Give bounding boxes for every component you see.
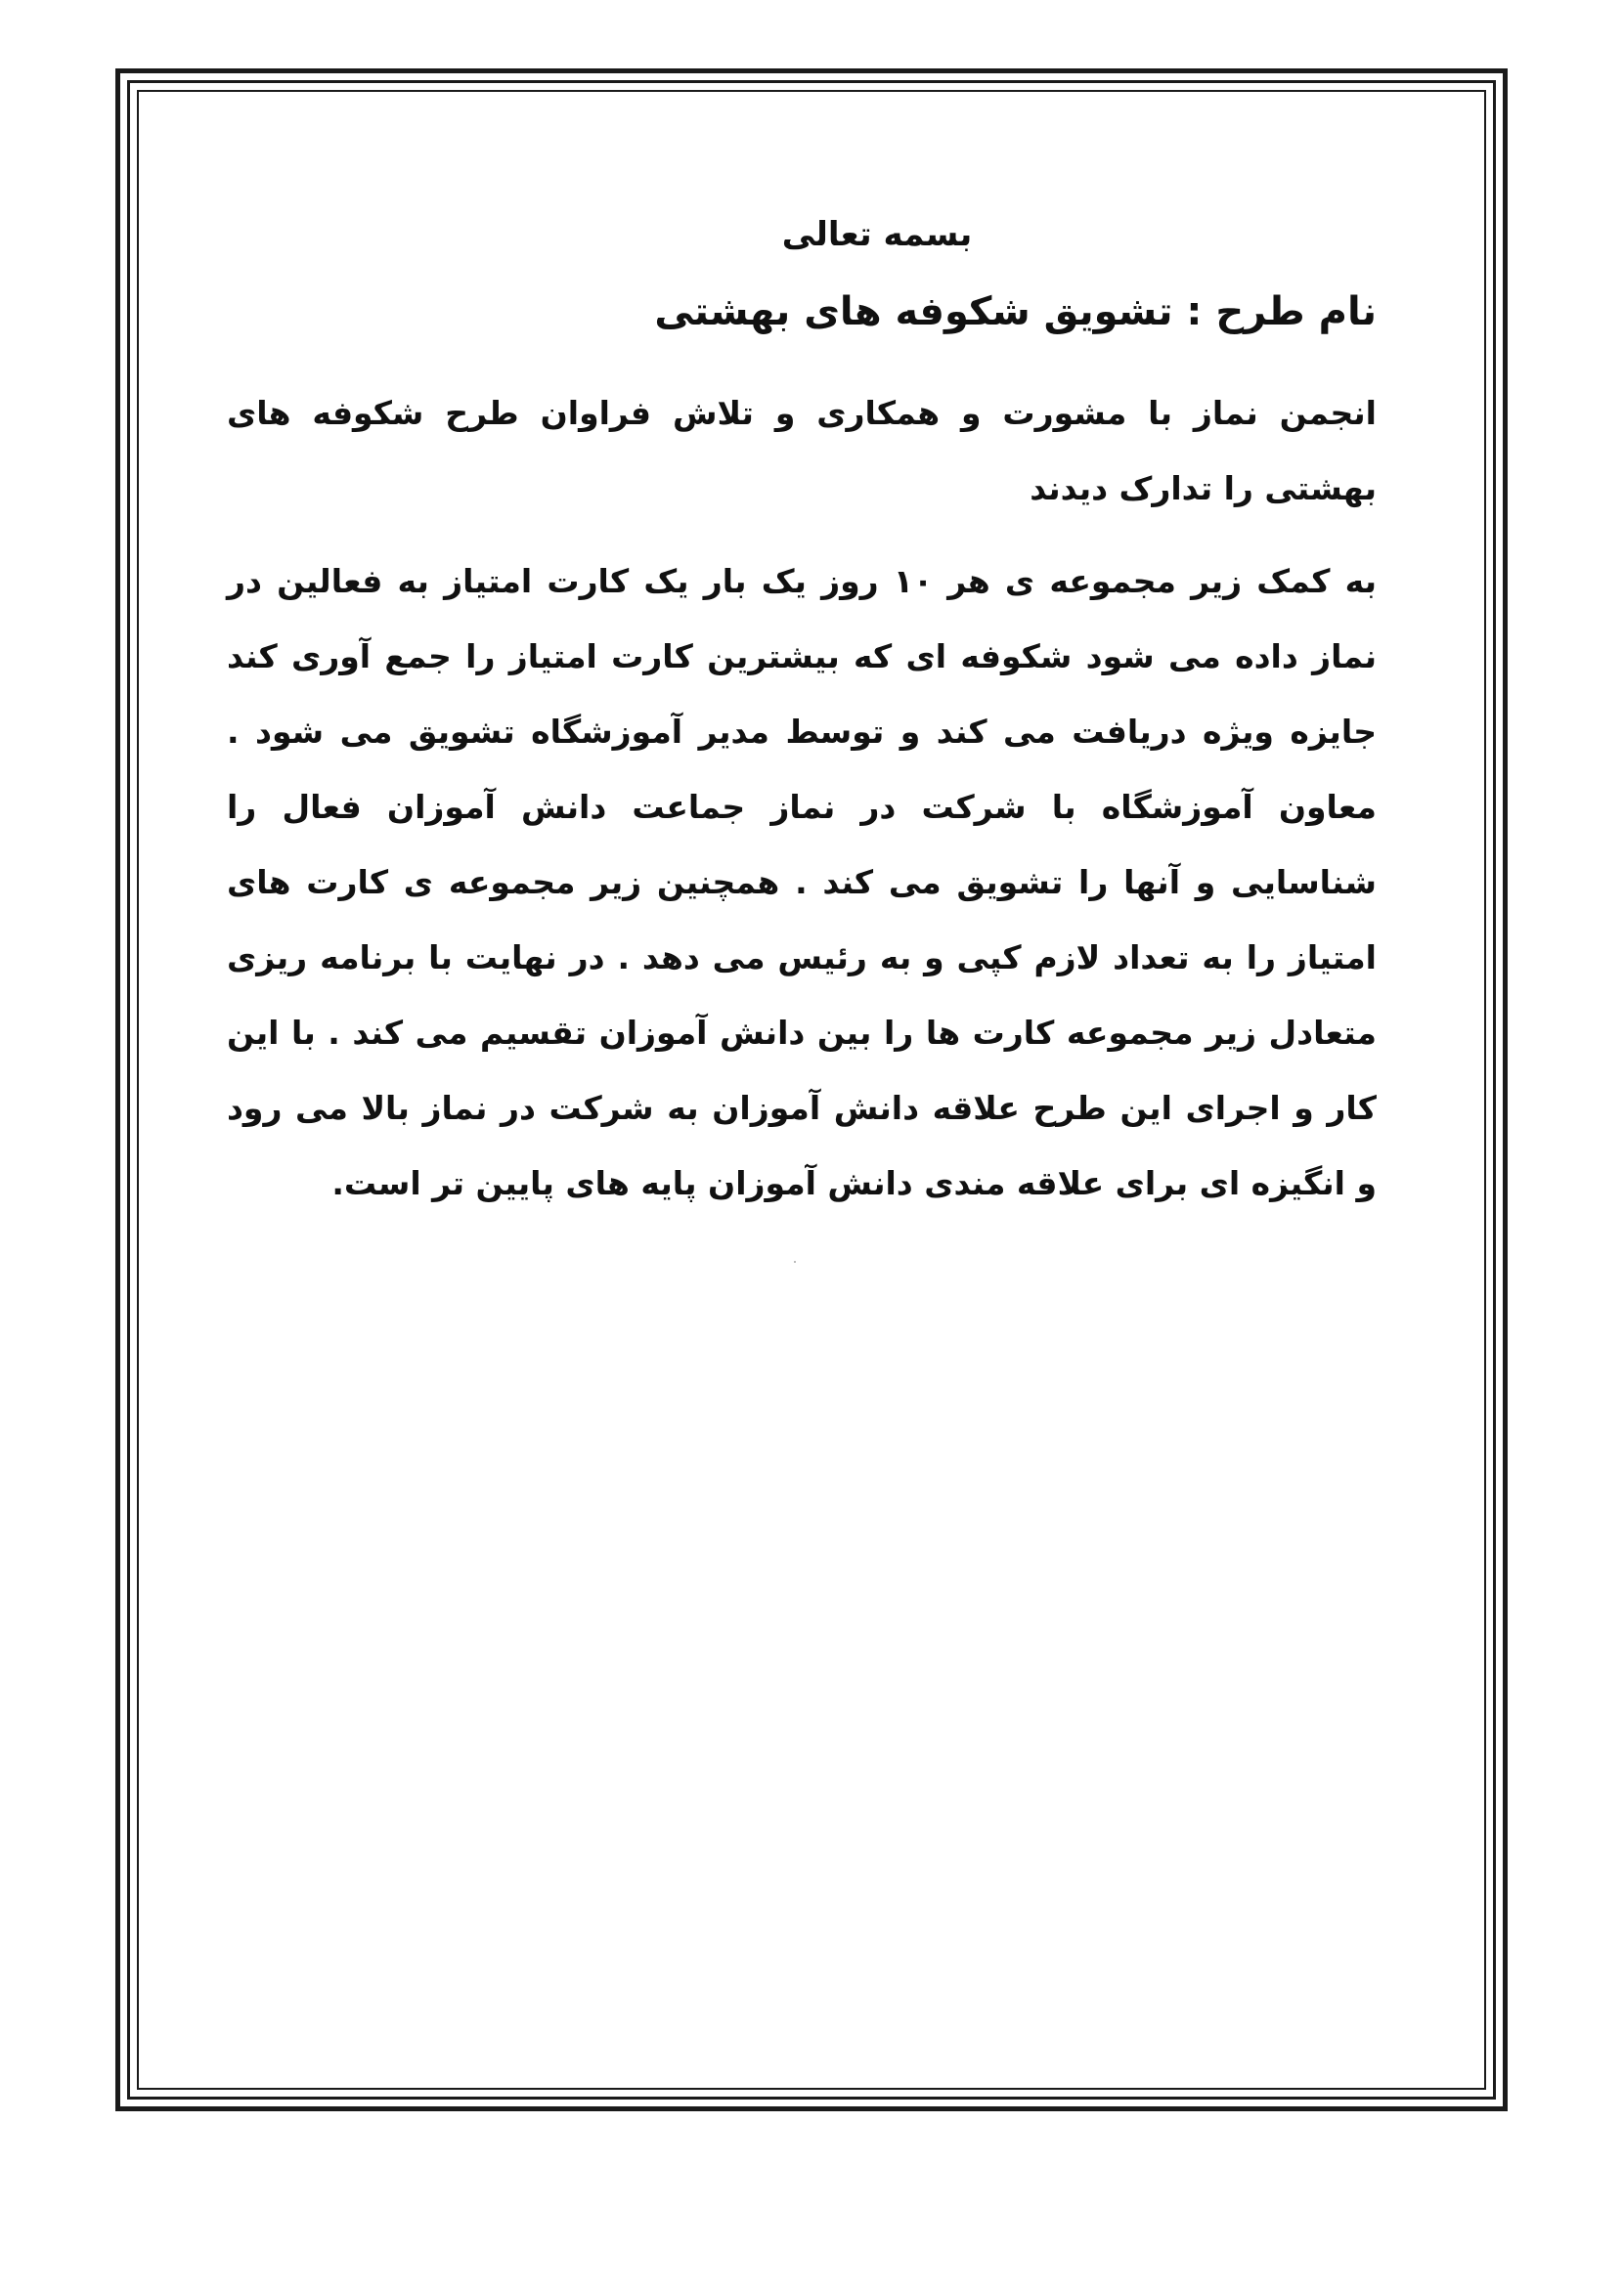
document-body (227, 195, 1390, 1238)
scan-mark (794, 1261, 796, 1263)
plan-title: نام طرح : تشویق شکوفه های بهشتی (654, 289, 1377, 334)
paragraph-intro: انجمن نماز با مشورت و همکاری و تلاش فراوان طرح شکوفه های بهشتی را تدارک دیدند (227, 394, 1377, 507)
paragraph-description: به کمک زیر مجموعه ی هر ۱۰ روز یک بار یک کارت امتیاز به فعالین در نماز داده می شود شکوفه ای که بیشترین کارت امتیاز را جمع آوری کند جایزه ویژه دریافت می کند و توسط مدیر آموزشگاه تشویق می شود . معاون آموزشگاه با شرکت در نماز جماعت دانش آموزان فعال را شناسایی و آنها را تشویق می کند . همچنین زیر مجموعه ی کارت های امتیاز را به تعداد لازم کپی و به رئیس می دهد . در نهایت با برنامه ریزی متعادل زیر مجموعه کارت ها را بین دانش آموزان تقسیم می کند . با این کار و اجرای این طرح علاقه دانش آموزان به شرکت در نماز بالا می رود و انگیزه ای برای علاقه مندی دانش آموزان پایه های پایین تر است. (227, 562, 1377, 1202)
document-heading: بسمه تعالی (781, 215, 973, 254)
